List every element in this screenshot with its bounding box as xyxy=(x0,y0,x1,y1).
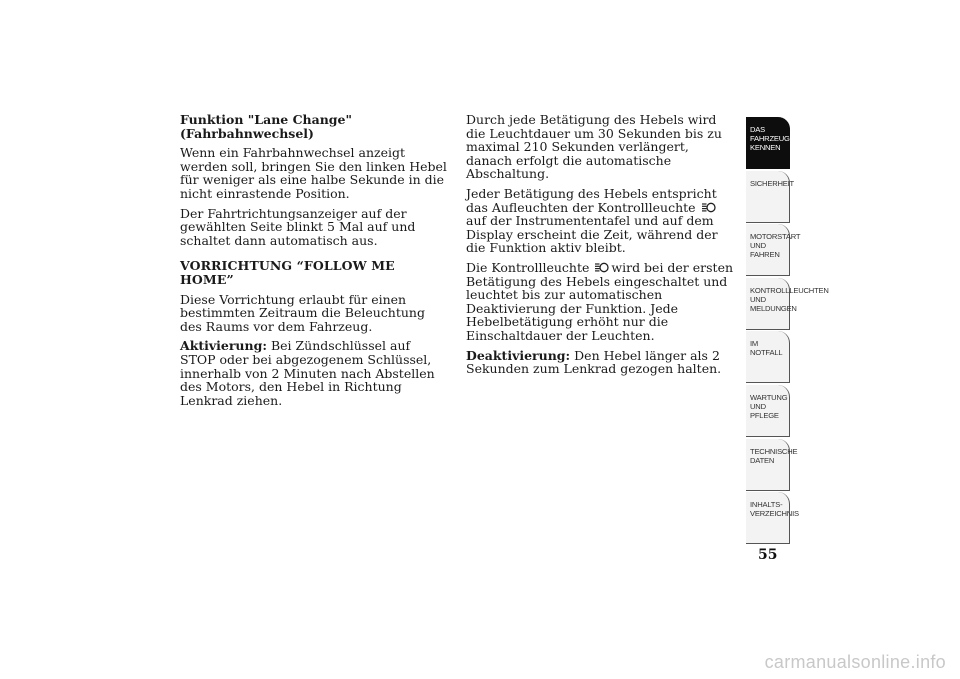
tab-technische-daten[interactable]: TECHNISCHE DATEN xyxy=(746,439,790,491)
activation-label: Aktivierung: xyxy=(180,338,267,354)
activation-text: Bei Zündschlüssel auf STOP oder bei abgezogenem Schlüssel, innerhalb von 2 Minuten nach Abstellen des Motors, den Hebel in Richtung Lenkrad ziehen. xyxy=(180,338,435,408)
lane-change-paragraph-2: Der Fahrtrichtungsanzeiger auf der gewählten Seite blinkt 5 Mal auf und schaltet dann automatisch aus. xyxy=(180,205,416,248)
tab-wartung-und-pflege[interactable]: WARTUNG UND PFLEGE xyxy=(746,385,790,437)
left-column xyxy=(180,113,448,413)
lamp-activation-text-start: Die Kontrollleuchte xyxy=(466,259,594,275)
lane-change-heading: Funktion "Lane Change" (Fahrbahnwechsel) xyxy=(180,112,353,141)
tab-das-fahrzeug-kennen[interactable]: DAS FAHRZEUG KENNEN xyxy=(746,117,790,169)
deactivation-label: Deaktivierung: xyxy=(466,347,571,363)
deactivation-paragraph xyxy=(466,349,736,376)
lamp-activation-paragraph xyxy=(466,261,736,343)
lamp-activation-text-end: wird bei der ersten Betätigung des Hebels eingeschaltet und leuchtet bis zur automatischen Deaktivierung der Funktion. Jede Hebelbetätigung erhöht nur die Einschaltdauer der Leuchten. xyxy=(466,259,734,343)
chapter-tabs xyxy=(746,117,829,546)
follow-me-home-paragraph: Diese Vorrichtung erlaubt für einen bestimmten Zeitraum die Beleuchtung des Raums vor dem Fahrzeug. xyxy=(180,291,425,334)
page-number: 55 xyxy=(758,547,778,563)
follow-me-home-lamp-icon xyxy=(594,262,610,273)
tab-inhaltsverzeichnis[interactable]: INHALTS-VERZEICHNIS xyxy=(746,492,790,544)
follow-me-home-lamp-icon xyxy=(701,202,717,213)
right-column xyxy=(466,113,736,382)
tab-im-notfall[interactable]: IM NOTFALL xyxy=(746,331,790,383)
lamp-indicator-text-end: auf der Instrumententafel und auf dem Display erscheint die Zeit, während der die Funktion aktiv bleibt. xyxy=(466,213,718,256)
lamp-indicator-paragraph xyxy=(466,187,736,255)
tab-kontrollleuchten-und-meldungen[interactable]: KONTROLLLEUCHTEN UND MELDUNGEN xyxy=(746,278,790,330)
deactivation-text: Den Hebel länger als 2 Sekunden zum Lenkrad gezogen halten. xyxy=(466,347,722,377)
duration-paragraph: Durch jede Betätigung des Hebels wird die Leuchtdauer um 30 Sekunden bis zu maximal 210 Sekunden verlängert, danach erfolgt die automatische Abschaltung. xyxy=(466,112,722,182)
lane-change-paragraph-1: Wenn ein Fahrbahnwechsel anzeigt werden soll, bringen Sie den linken Hebel für weniger als eine halbe Sekunde in die nicht einrastende Position. xyxy=(180,145,447,201)
tab-sicherheit[interactable]: SICHERHEIT xyxy=(746,171,790,223)
activation-paragraph xyxy=(180,339,448,407)
watermark: carmanualsonline.info xyxy=(764,652,946,672)
follow-me-home-heading: VORRICHTUNG “FOLLOW ME HOME” xyxy=(180,258,395,287)
tab-motorstart-und-fahren[interactable]: MOTORSTART UND FAHREN xyxy=(746,224,790,276)
lamp-indicator-text-start: Jeder Betätigung des Hebels entspricht das Aufleuchten der Kontrollleuchte xyxy=(466,185,717,215)
